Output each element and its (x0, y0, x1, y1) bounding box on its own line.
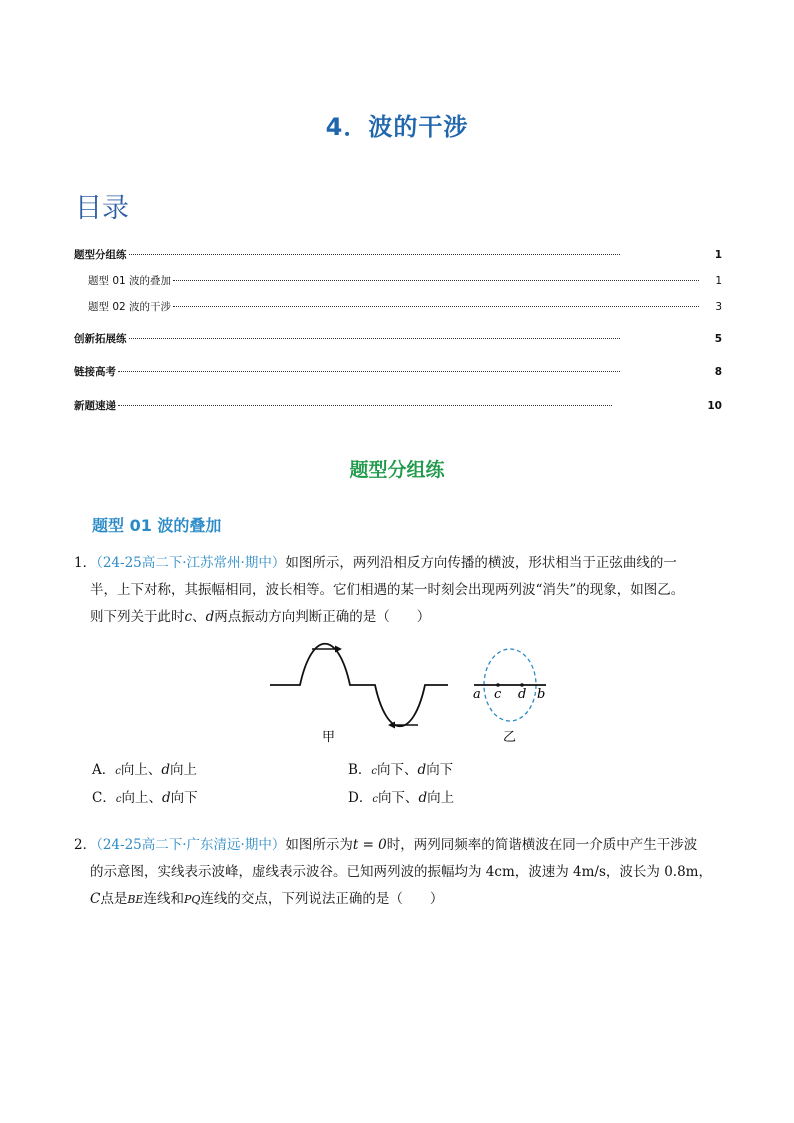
toc-leader (173, 280, 699, 281)
options (92, 758, 652, 808)
toc-leader (173, 306, 699, 307)
toc-item[interactable] (74, 398, 722, 413)
variable-BE: BE (127, 893, 144, 906)
toc-leader (129, 254, 620, 255)
variable-C: C (90, 891, 101, 907)
question-text: 连线和 (143, 891, 184, 907)
option-c[interactable]: C．c向上、d向下 (92, 790, 198, 806)
option-b[interactable]: B．c向下、d向下 (348, 762, 454, 778)
toc-item-label: 题型分组练 (74, 249, 127, 261)
question-text: 连线的交点，下列说法正确的是（ ） (200, 891, 444, 907)
label-c: c (494, 687, 502, 702)
toc-item-page: 8 (714, 366, 722, 378)
option-d[interactable]: D．c向下、d向上 (348, 790, 455, 806)
question-text: 如图所示为 (285, 837, 353, 853)
question-text: 如图所示，两列沿相反方向传播的横波，形状相当于正弦曲线的一 (285, 555, 677, 571)
question-number: 1． (74, 555, 97, 571)
wave-figure (260, 640, 560, 750)
question-source: （24-25高二下·广东清远·期中） (96, 837, 286, 853)
toc-item[interactable] (74, 364, 722, 379)
toc-item-label: 题型 01 波的叠加 (88, 275, 172, 287)
question-text: 半，上下对称，其振幅相同，波长相等。它们相遇的某一时刻会出现两列波“消失”的现象，如图乙。 (90, 582, 685, 598)
toc-item-page: 10 (707, 400, 722, 412)
toc-item-page: 5 (714, 333, 722, 345)
toc-item[interactable] (74, 331, 722, 346)
toc-heading: 目录 (75, 193, 129, 224)
question-text: 时，两列同频率的简谐横波在同一介质中产生干涉波 (386, 837, 698, 853)
label-a: a (473, 687, 481, 702)
question-text: 则下列关于此时 (90, 609, 185, 625)
label-yi: 乙 (503, 730, 517, 745)
toc-item[interactable] (88, 299, 722, 314)
toc-item-label: 题型 02 波的干涉 (88, 301, 172, 313)
page-title: 4．波的干涉 (325, 113, 469, 141)
label-jia: 甲 (322, 730, 336, 745)
question-text: 两点振动方向判断正确的是（ ） (214, 609, 431, 625)
variable-PQ: PQ (183, 893, 201, 906)
toc-item-page: 1 (714, 249, 722, 261)
question-1 (74, 550, 724, 631)
question-text: 、 (192, 609, 206, 625)
question-text: 的示意图，实线表示波峰，虚线表示波谷。已知两列波的振幅均为 4cm，波速为 4m/s，波长为 0.8m， (90, 864, 712, 880)
wave-jia (270, 644, 448, 727)
label-b: b (537, 687, 546, 702)
label-d: d (518, 687, 527, 702)
toc-item-page: 1 (715, 275, 722, 287)
toc-item-label: 新题速递 (74, 400, 116, 412)
variable-d: d (205, 609, 215, 625)
variable-c: c (184, 609, 193, 625)
toc-item-page: 3 (715, 301, 722, 313)
section-title: 题型分组练 (349, 459, 445, 481)
question-text: 点是 (100, 891, 128, 907)
toc-item-label: 创新拓展练 (74, 333, 127, 345)
question-source: （24-25高二下·江苏常州·期中） (96, 555, 286, 571)
question-2 (74, 832, 724, 913)
toc-item[interactable] (88, 273, 722, 288)
option-a[interactable]: A．c向上、d向上 (92, 762, 198, 778)
toc-item[interactable] (74, 247, 722, 262)
toc-leader (129, 338, 620, 339)
arrow-right-head (335, 646, 342, 653)
toc-leader (118, 371, 620, 372)
toc-leader (118, 405, 612, 406)
variable-t: t = 0 (352, 837, 387, 853)
toc-item-label: 链接高考 (74, 366, 116, 378)
subsection-title: 题型 01 波的叠加 (92, 516, 222, 535)
question-number: 2． (74, 837, 97, 853)
